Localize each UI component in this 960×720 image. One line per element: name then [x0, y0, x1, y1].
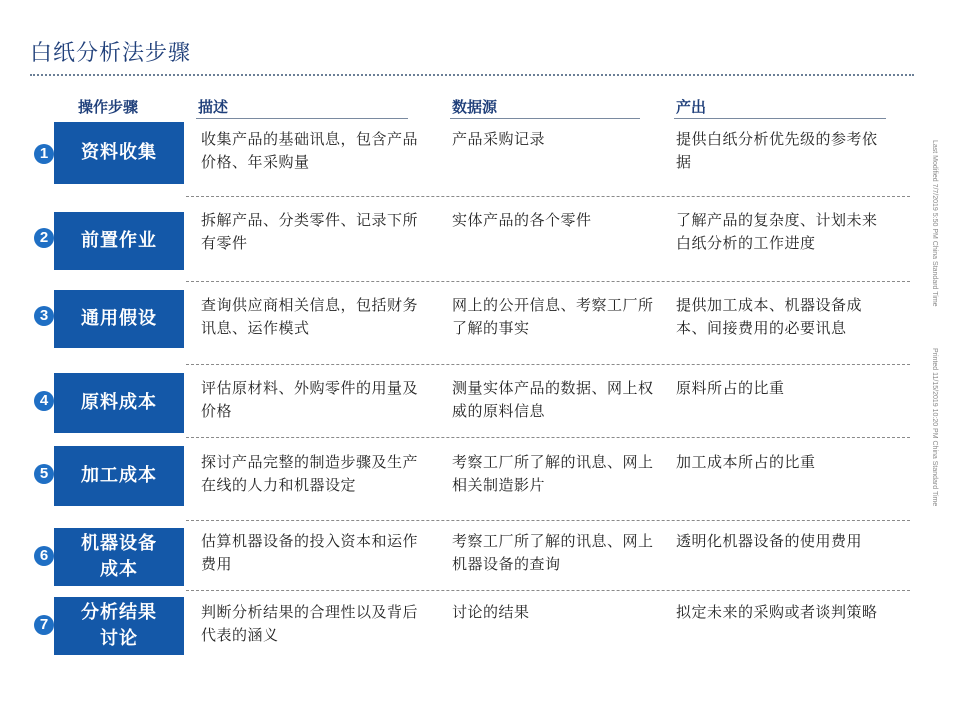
step-number-badge: 4	[34, 391, 54, 411]
header-output-underline	[674, 118, 886, 119]
step-description: 查询供应商相关信息，包括财务讯息、运作模式	[201, 296, 419, 337]
step-output: 提供白纸分析优先级的参考依据	[676, 130, 878, 171]
page-title: 白纸分析法步骤	[30, 41, 192, 66]
header-source-underline	[450, 118, 640, 119]
last-modified-note: Last Modified 7/7/2019 5:50 PM China Standard Time	[931, 140, 938, 307]
header-source: 数据源	[452, 98, 498, 116]
step-name-box: 加工成本	[54, 446, 184, 506]
header-desc-underline	[196, 118, 408, 119]
step-description: 评估原材料、外购零件的用量及价格	[201, 379, 419, 420]
header-output: 产出	[676, 98, 707, 116]
step-output: 加工成本所占的比重	[676, 453, 816, 471]
step-description: 收集产品的基础讯息，包含产品价格、年采购量	[201, 130, 419, 171]
step-number-badge: 5	[34, 464, 54, 484]
row-divider	[186, 364, 910, 365]
step-name-box: 机器设备 成本	[54, 528, 184, 586]
step-output: 透明化机器设备的使用费用	[676, 532, 863, 550]
step-name-box: 分析结果 讨论	[54, 597, 184, 655]
step-output: 原料所占的比重	[676, 379, 785, 397]
row-divider	[186, 520, 910, 521]
step-description: 拆解产品、分类零件、记录下所有零件	[201, 211, 419, 252]
step-name-box: 前置作业	[54, 212, 184, 270]
step-number-badge: 6	[34, 546, 54, 566]
row-divider	[186, 590, 910, 591]
row-divider	[186, 281, 910, 282]
header-step: 操作步骤	[78, 98, 139, 116]
step-output: 提供加工成本、机器设备成本、间接费用的必要讯息	[676, 296, 863, 337]
step-data-source: 测量实体产品的数据、网上权威的原料信息	[452, 379, 654, 420]
row-divider	[186, 196, 910, 197]
step-name-box: 原料成本	[54, 373, 184, 433]
step-output: 了解产品的复杂度、计划未来白纸分析的工作进度	[676, 211, 878, 252]
title-divider	[30, 74, 914, 76]
step-number-badge: 2	[34, 228, 54, 248]
step-number-badge: 3	[34, 306, 54, 326]
step-data-source: 实体产品的各个零件	[452, 211, 592, 229]
step-name-box: 资料收集	[54, 122, 184, 184]
header-desc: 描述	[198, 98, 229, 116]
printed-note: Printed 11/15/2019 10:20 PM China Standard Time	[931, 348, 938, 507]
step-description: 估算机器设备的投入资本和运作费用	[201, 532, 419, 573]
step-output: 拟定未来的采购或者谈判策略	[676, 603, 878, 621]
step-data-source: 网上的公开信息、考察工厂所了解的事实	[452, 296, 654, 337]
step-description: 探讨产品完整的制造步骤及生产在线的人力和机器设定	[201, 453, 419, 494]
step-data-source: 考察工厂所了解的讯息、网上机器设备的查询	[452, 532, 654, 573]
step-description: 判断分析结果的合理性以及背后代表的涵义	[201, 603, 419, 644]
row-divider	[186, 437, 910, 438]
step-number-badge: 7	[34, 615, 54, 635]
step-data-source: 考察工厂所了解的讯息、网上相关制造影片	[452, 453, 654, 494]
step-name-box: 通用假设	[54, 290, 184, 348]
step-number-badge: 1	[34, 144, 54, 164]
step-data-source: 产品采购记录	[452, 130, 546, 148]
step-data-source: 讨论的结果	[452, 603, 530, 621]
